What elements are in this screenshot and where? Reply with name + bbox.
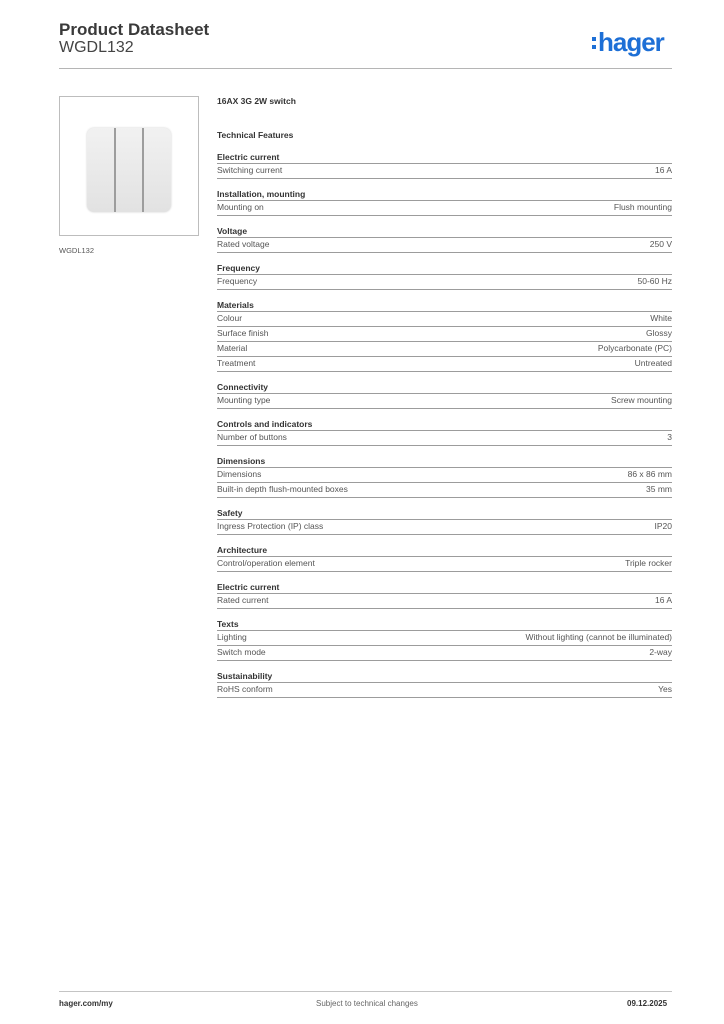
spec-label: Control/operation element <box>217 558 315 568</box>
spec-row <box>217 327 672 342</box>
spec-value: Screw mounting <box>611 395 672 405</box>
spec-label: Surface finish <box>217 328 269 338</box>
spec-section <box>217 189 672 216</box>
spec-section <box>217 263 672 290</box>
spec-value: 35 mm <box>646 484 672 494</box>
spec-row <box>217 312 672 327</box>
section-heading: Materials <box>217 300 672 312</box>
spec-row <box>217 683 672 698</box>
section-heading: Connectivity <box>217 382 672 394</box>
spec-label: Number of buttons <box>217 432 287 442</box>
product-name: 16AX 3G 2W switch <box>217 96 296 106</box>
footer-divider <box>59 991 672 992</box>
spec-value: Yes <box>658 684 672 694</box>
spec-value: 16 A <box>654 165 672 175</box>
spec-row <box>217 557 672 572</box>
spec-section <box>217 152 672 179</box>
footer-website: hager.com/my <box>59 999 113 1008</box>
rocker-middle <box>114 128 143 212</box>
product-image <box>59 96 199 236</box>
logo-text: hager <box>598 27 664 57</box>
section-heading: Safety <box>217 508 672 520</box>
section-heading: Installation, mounting <box>217 189 672 201</box>
spec-label: Mounting type <box>217 395 271 405</box>
spec-value: Triple rocker <box>625 558 672 568</box>
spec-row <box>217 646 672 661</box>
spec-value: 16 A <box>654 595 672 605</box>
spec-value: Glossy <box>646 328 672 338</box>
spec-value: 3 <box>667 432 672 442</box>
section-heading: Controls and indicators <box>217 419 672 431</box>
spec-section <box>217 419 672 446</box>
spec-label: Switch mode <box>217 647 266 657</box>
spec-label: Lighting <box>217 632 247 642</box>
spec-row <box>217 431 672 446</box>
section-heading: Electric current <box>217 582 672 594</box>
section-heading: Texts <box>217 619 672 631</box>
spec-label: Built-in depth flush-mounted boxes <box>217 484 348 494</box>
switch-plate-icon <box>87 128 171 212</box>
spec-row <box>217 164 672 179</box>
rocker-right <box>142 128 171 212</box>
section-heading: Voltage <box>217 226 672 238</box>
spec-label: Ingress Protection (IP) class <box>217 521 324 531</box>
spec-row <box>217 275 672 290</box>
hager-logo <box>592 27 664 58</box>
spec-sections <box>217 152 672 698</box>
spec-row <box>217 238 672 253</box>
section-heading: Architecture <box>217 545 672 557</box>
spec-value: Without lighting (cannot be illuminated) <box>525 632 672 642</box>
section-heading: Sustainability <box>217 671 672 683</box>
logo-dots-icon <box>592 37 596 49</box>
spec-label: Switching current <box>217 165 283 175</box>
features-title: Technical Features <box>217 130 294 140</box>
section-heading: Electric current <box>217 152 672 164</box>
spec-section <box>217 619 672 661</box>
spec-label: Rated voltage <box>217 239 270 249</box>
spec-row <box>217 357 672 372</box>
spec-content <box>217 96 672 708</box>
section-heading: Dimensions <box>217 456 672 468</box>
spec-label: Material <box>217 343 248 353</box>
image-caption: WGDL132 <box>59 246 95 255</box>
spec-value: Polycarbonate (PC) <box>597 343 672 353</box>
page-title: Product Datasheet <box>59 20 210 39</box>
spec-value: IP20 <box>654 521 672 531</box>
section-heading: Frequency <box>217 263 672 275</box>
spec-value: Untreated <box>634 358 672 368</box>
spec-section <box>217 508 672 535</box>
footer-note: Subject to technical changes <box>316 999 418 1008</box>
spec-row <box>217 468 672 483</box>
spec-section <box>217 545 672 572</box>
spec-section <box>217 456 672 498</box>
spec-section <box>217 300 672 372</box>
spec-value: 2-way <box>649 647 672 657</box>
spec-value: 250 V <box>649 239 672 249</box>
header-divider <box>59 68 672 69</box>
spec-label: Frequency <box>217 276 258 286</box>
spec-value: 50-60 Hz <box>637 276 672 286</box>
spec-row <box>217 201 672 216</box>
spec-label: Colour <box>217 313 243 323</box>
spec-label: Rated current <box>217 595 269 605</box>
spec-label: Mounting on <box>217 202 264 212</box>
spec-label: Dimensions <box>217 469 262 479</box>
spec-section <box>217 382 672 409</box>
spec-row <box>217 342 672 357</box>
spec-row <box>217 483 672 498</box>
spec-row <box>217 594 672 609</box>
spec-row <box>217 394 672 409</box>
spec-row <box>217 631 672 646</box>
spec-value: White <box>650 313 672 323</box>
spec-section <box>217 671 672 698</box>
product-reference: WGDL132 <box>59 39 134 56</box>
rocker-left <box>87 128 114 212</box>
spec-label: RoHS conform <box>217 684 273 694</box>
spec-value: Flush mounting <box>613 202 672 212</box>
footer-date: 09.12.2025 <box>627 999 668 1008</box>
spec-label: Treatment <box>217 358 256 368</box>
spec-section <box>217 582 672 609</box>
spec-row <box>217 520 672 535</box>
spec-section <box>217 226 672 253</box>
spec-value: 86 x 86 mm <box>627 469 672 479</box>
